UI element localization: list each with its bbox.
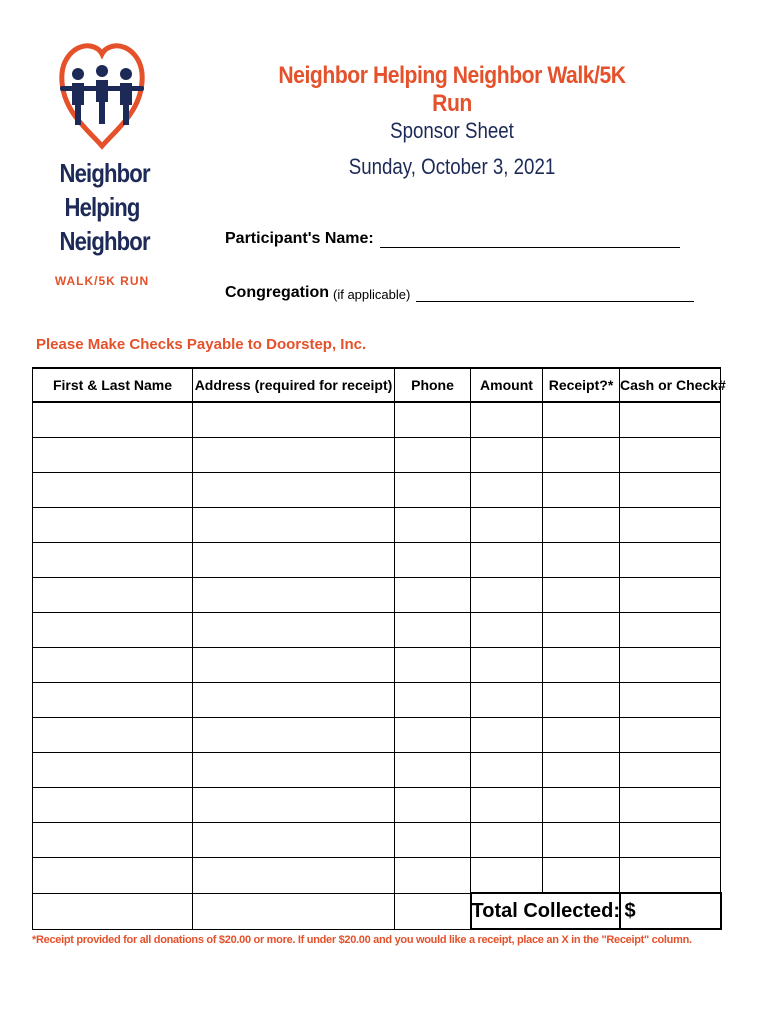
page-title: Neighbor Helping Neighbor Walk/5K Run (278, 62, 626, 117)
amount-cell[interactable] (471, 823, 543, 858)
amount-cell[interactable] (471, 648, 543, 683)
congregation-note: (if applicable) (333, 287, 411, 302)
cash-check-cell[interactable] (620, 402, 721, 438)
cash-check-cell[interactable] (620, 578, 721, 613)
phone-cell[interactable] (395, 648, 471, 683)
cash-check-cell[interactable] (620, 508, 721, 543)
total-collected-value[interactable]: $ (620, 893, 721, 929)
table-row (33, 718, 721, 753)
address-cell[interactable] (193, 788, 395, 823)
name-cell[interactable] (33, 613, 193, 648)
receipt-cell[interactable] (543, 788, 620, 823)
name-cell[interactable] (33, 438, 193, 473)
cash-check-cell[interactable] (620, 788, 721, 823)
receipt-cell[interactable] (543, 753, 620, 788)
name-cell[interactable] (33, 823, 193, 858)
table-body (33, 402, 721, 929)
logo-tagline: WALK/5K RUN (54, 274, 150, 288)
participant-name-row (225, 224, 680, 248)
payable-note: Please Make Checks Payable to Doorstep, Inc. (36, 336, 367, 353)
name-cell[interactable] (33, 648, 193, 683)
phone-cell[interactable] (395, 683, 471, 718)
total-collected-label: Total Collected: (471, 893, 620, 929)
address-cell[interactable] (193, 438, 395, 473)
table-row (33, 823, 721, 858)
column-header-phone: Phone (395, 368, 471, 402)
phone-cell[interactable] (395, 613, 471, 648)
cash-check-cell[interactable] (620, 823, 721, 858)
amount-cell[interactable] (471, 788, 543, 823)
address-cell[interactable] (193, 683, 395, 718)
congregation-row (225, 278, 694, 302)
phone-cell[interactable] (395, 473, 471, 508)
cash-check-cell[interactable] (620, 473, 721, 508)
amount-cell[interactable] (471, 613, 543, 648)
receipt-cell[interactable] (543, 508, 620, 543)
receipt-cell[interactable] (543, 543, 620, 578)
amount-cell[interactable] (471, 753, 543, 788)
cash-check-cell[interactable] (620, 858, 721, 894)
table-row (33, 578, 721, 613)
table-row (33, 473, 721, 508)
address-cell[interactable] (193, 473, 395, 508)
congregation-label: Congregation (225, 284, 329, 301)
phone-cell[interactable] (395, 508, 471, 543)
amount-cell[interactable] (471, 438, 543, 473)
receipt-cell[interactable] (543, 858, 620, 894)
receipt-cell[interactable] (543, 718, 620, 753)
name-cell[interactable] (33, 543, 193, 578)
address-cell[interactable] (193, 823, 395, 858)
table-row (33, 438, 721, 473)
table-row (33, 613, 721, 648)
receipt-cell[interactable] (543, 648, 620, 683)
phone-cell[interactable] (395, 753, 471, 788)
receipt-cell[interactable] (543, 578, 620, 613)
receipt-cell[interactable] (543, 823, 620, 858)
total-row-phone-cell[interactable] (395, 893, 471, 929)
address-cell[interactable] (193, 753, 395, 788)
receipt-cell[interactable] (543, 613, 620, 648)
column-header-receipt: Receipt?* (543, 368, 620, 402)
receipt-cell[interactable] (543, 683, 620, 718)
table-row (33, 753, 721, 788)
amount-cell[interactable] (471, 858, 543, 894)
table-row (33, 788, 721, 823)
name-cell[interactable] (33, 402, 193, 438)
address-cell[interactable] (193, 508, 395, 543)
address-cell[interactable] (193, 543, 395, 578)
table-row (33, 683, 721, 718)
phone-cell[interactable] (395, 718, 471, 753)
table-row (33, 508, 721, 543)
phone-cell[interactable] (395, 402, 471, 438)
phone-cell[interactable] (395, 858, 471, 894)
phone-cell[interactable] (395, 823, 471, 858)
receipt-cell[interactable] (543, 438, 620, 473)
column-header-address: Address (required for receipt) (193, 368, 395, 402)
table-header-row (33, 368, 721, 402)
column-header-amount: Amount (471, 368, 543, 402)
cash-check-cell[interactable] (620, 543, 721, 578)
name-cell[interactable] (33, 858, 193, 894)
column-header-name: First & Last Name (33, 368, 193, 402)
table-row (33, 543, 721, 578)
page-subtitle: Sponsor Sheet (390, 118, 514, 143)
table-row (33, 402, 721, 438)
receipt-cell[interactable] (543, 402, 620, 438)
cash-check-cell[interactable] (620, 613, 721, 648)
logo-word-helping: Helping (64, 192, 140, 222)
receipt-footnote: *Receipt provided for all donations of $20.00 or more. If under $20.00 and you would like a receipt, place an X in the "Receipt" column. (32, 934, 692, 946)
event-date: Sunday, October 3, 2021 (348, 154, 556, 179)
address-cell[interactable] (193, 613, 395, 648)
amount-cell[interactable] (471, 718, 543, 753)
receipt-cell[interactable] (543, 473, 620, 508)
address-cell[interactable] (193, 578, 395, 613)
phone-cell[interactable] (395, 438, 471, 473)
heart-people-icon (58, 38, 146, 150)
address-cell[interactable] (193, 648, 395, 683)
amount-cell[interactable] (471, 508, 543, 543)
amount-cell[interactable] (471, 578, 543, 613)
name-cell[interactable] (33, 753, 193, 788)
phone-cell[interactable] (395, 578, 471, 613)
cash-check-cell[interactable] (620, 718, 721, 753)
name-cell[interactable] (33, 508, 193, 543)
total-row-address-cell[interactable] (193, 893, 395, 929)
logo-word-neighbor: Neighbor (59, 158, 150, 188)
table-row (33, 858, 721, 894)
amount-cell[interactable] (471, 543, 543, 578)
cash-check-cell[interactable] (620, 753, 721, 788)
sponsor-table (32, 367, 726, 930)
cash-check-cell[interactable] (620, 648, 721, 683)
logo (52, 38, 152, 298)
name-cell[interactable] (33, 788, 193, 823)
cash-check-cell[interactable] (620, 438, 721, 473)
phone-cell[interactable] (395, 543, 471, 578)
name-cell[interactable] (33, 683, 193, 718)
total-row-name-cell[interactable] (33, 893, 193, 929)
amount-cell[interactable] (471, 402, 543, 438)
address-cell[interactable] (193, 718, 395, 753)
phone-cell[interactable] (395, 788, 471, 823)
table-row (33, 648, 721, 683)
participant-name-label: Participant's Name: (225, 230, 374, 247)
name-cell[interactable] (33, 473, 193, 508)
total-row (33, 893, 721, 929)
column-header-cash-check: Cash or Check# (620, 368, 721, 402)
logo-word-neighbor-2: Neighbor (59, 226, 150, 256)
address-cell[interactable] (193, 402, 395, 438)
name-cell[interactable] (33, 578, 193, 613)
congregation-field[interactable] (416, 283, 694, 302)
participant-name-field[interactable] (380, 229, 680, 248)
amount-cell[interactable] (471, 683, 543, 718)
address-cell[interactable] (193, 858, 395, 894)
amount-cell[interactable] (471, 473, 543, 508)
cash-check-cell[interactable] (620, 683, 721, 718)
name-cell[interactable] (33, 718, 193, 753)
